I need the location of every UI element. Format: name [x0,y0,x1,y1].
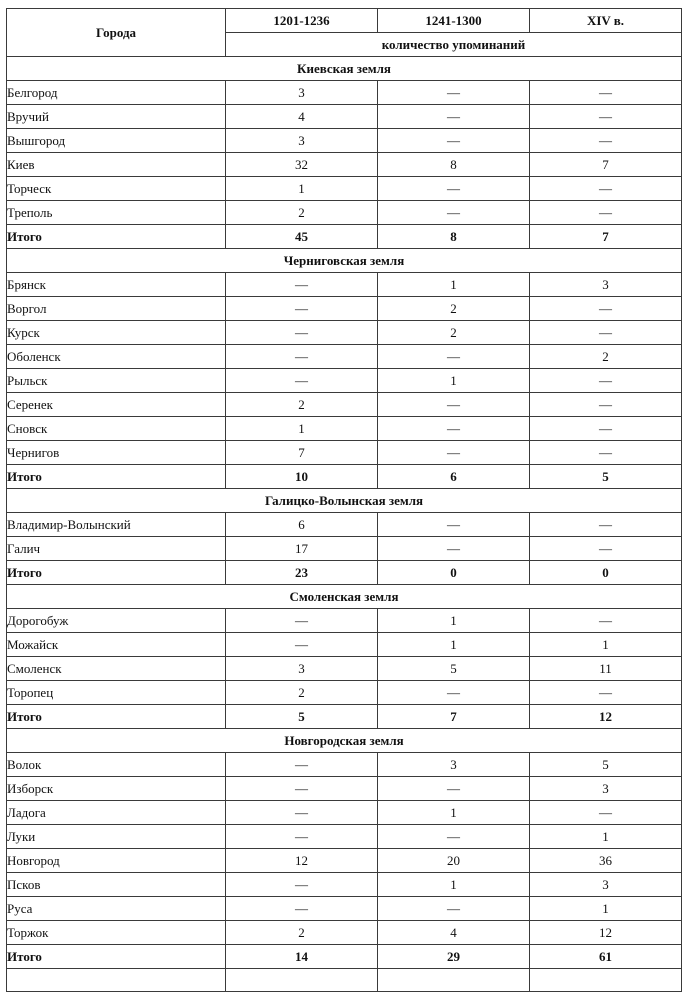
total-count: 14 [226,945,378,969]
mention-count: — [226,297,378,321]
city-name: Треполь [7,201,226,225]
mention-count: 17 [226,537,378,561]
city-name: Новгород [7,849,226,873]
mention-count: 1 [530,897,682,921]
mention-count: — [378,201,530,225]
mention-count: — [226,273,378,297]
mention-count: — [378,513,530,537]
header-period-2: 1241-1300 [378,9,530,33]
total-count: 10 [226,465,378,489]
total-count: 0 [530,561,682,585]
mention-count: — [226,345,378,369]
section-row [7,249,682,273]
table-row [7,633,682,657]
mention-count: 7 [226,441,378,465]
mention-count: 3 [226,81,378,105]
city-name: Торческ [7,177,226,201]
mention-count: 1 [226,417,378,441]
empty-cell [226,969,378,992]
mention-count: 4 [226,105,378,129]
mention-count: — [226,873,378,897]
total-row [7,225,682,249]
mention-count: 1 [378,873,530,897]
total-row [7,945,682,969]
mention-count: — [530,105,682,129]
table-body [7,57,682,992]
mention-count: — [378,105,530,129]
city-name: Изборск [7,777,226,801]
mention-count: — [530,417,682,441]
empty-cell [378,969,530,992]
header-row-periods [7,9,682,33]
mention-count: 3 [530,777,682,801]
table-header [7,9,682,57]
empty-cell [7,969,226,992]
mention-count: — [530,81,682,105]
section-row [7,57,682,81]
table-row [7,153,682,177]
city-name: Чернигов [7,441,226,465]
city-mentions-table [6,8,682,992]
section-row [7,489,682,513]
mention-count: — [226,825,378,849]
mention-count: 3 [226,129,378,153]
header-city-column: Города [7,9,226,57]
header-period-1: 1201-1236 [226,9,378,33]
mention-count: 3 [378,753,530,777]
total-count: 45 [226,225,378,249]
total-row [7,561,682,585]
table-row [7,657,682,681]
total-row [7,465,682,489]
mention-count: — [378,417,530,441]
mention-count: 1 [530,633,682,657]
mention-count: — [378,177,530,201]
mention-count: 2 [378,321,530,345]
city-name: Воргол [7,297,226,321]
city-name: Серенек [7,393,226,417]
mention-count: — [530,537,682,561]
mention-count: 4 [378,921,530,945]
mention-count: — [530,321,682,345]
mention-count: — [530,369,682,393]
mention-count: — [530,129,682,153]
mention-count: — [378,441,530,465]
header-period-3: XIV в. [530,9,682,33]
mention-count: — [226,801,378,825]
mention-count: 5 [378,657,530,681]
mention-count: 2 [226,681,378,705]
mention-count: 1 [378,369,530,393]
table-row [7,753,682,777]
total-count: 0 [378,561,530,585]
city-name: Курск [7,321,226,345]
total-count: 7 [378,705,530,729]
city-name: Сновск [7,417,226,441]
table-row [7,321,682,345]
city-name: Владимир-Волынский [7,513,226,537]
mention-count: — [378,537,530,561]
city-name: Руса [7,897,226,921]
mention-count: — [378,393,530,417]
total-count: 8 [378,225,530,249]
table-row [7,921,682,945]
section-title: Киевская земля [7,57,682,81]
table-row [7,417,682,441]
header-mentions-count: количество упоминаний [226,33,682,57]
mention-count: — [226,369,378,393]
mention-count: 1 [378,633,530,657]
mention-count: — [530,441,682,465]
total-label: Итого [7,561,226,585]
mention-count: 5 [530,753,682,777]
mention-count: — [530,681,682,705]
mention-count: — [530,393,682,417]
table-row [7,177,682,201]
table-row [7,897,682,921]
city-name: Ладога [7,801,226,825]
mention-count: 1 [378,273,530,297]
table-row [7,201,682,225]
city-name: Волок [7,753,226,777]
mention-count: 11 [530,657,682,681]
table-row [7,441,682,465]
city-name: Луки [7,825,226,849]
total-count: 6 [378,465,530,489]
city-name: Рыльск [7,369,226,393]
section-title: Смоленская земля [7,585,682,609]
table-row [7,513,682,537]
total-row [7,705,682,729]
table-row [7,825,682,849]
table-row [7,873,682,897]
mention-count: — [530,297,682,321]
mention-count: 7 [530,153,682,177]
city-name: Оболенск [7,345,226,369]
mention-count: — [226,897,378,921]
total-count: 7 [530,225,682,249]
mention-count: 8 [378,153,530,177]
table-row [7,129,682,153]
table-row [7,345,682,369]
mention-count: 2 [378,297,530,321]
total-label: Итого [7,705,226,729]
mention-count: 1 [226,177,378,201]
table-row [7,393,682,417]
empty-cell [530,969,682,992]
section-row [7,729,682,753]
table-row [7,537,682,561]
mention-count: — [226,609,378,633]
mention-count: — [530,177,682,201]
table-row [7,681,682,705]
section-row [7,585,682,609]
mention-count: — [378,777,530,801]
mention-count: — [226,321,378,345]
total-count: 5 [226,705,378,729]
table-row [7,801,682,825]
mention-count: 36 [530,849,682,873]
mention-count: 2 [226,393,378,417]
city-name: Брянск [7,273,226,297]
mention-count: 2 [226,201,378,225]
mention-count: 20 [378,849,530,873]
mention-count: — [378,897,530,921]
mention-count: — [226,633,378,657]
table-row [7,369,682,393]
mention-count: — [378,345,530,369]
city-name: Галич [7,537,226,561]
mention-count: — [378,81,530,105]
table-row [7,849,682,873]
mention-count: — [226,753,378,777]
city-name: Можайск [7,633,226,657]
city-name: Дорогобуж [7,609,226,633]
table-row [7,105,682,129]
city-name: Киев [7,153,226,177]
city-name: Торопец [7,681,226,705]
mention-count: — [530,801,682,825]
total-count: 23 [226,561,378,585]
total-count: 61 [530,945,682,969]
city-name: Смоленск [7,657,226,681]
mention-count: 3 [530,873,682,897]
total-count: 12 [530,705,682,729]
city-name: Вышгород [7,129,226,153]
total-label: Итого [7,465,226,489]
mention-count: — [530,513,682,537]
table-row [7,81,682,105]
city-name: Вручий [7,105,226,129]
section-title: Черниговская земля [7,249,682,273]
mention-count: — [530,609,682,633]
section-title: Новгородская земля [7,729,682,753]
total-count: 29 [378,945,530,969]
total-count: 5 [530,465,682,489]
section-title: Галицко-Волынская земля [7,489,682,513]
mention-count: 32 [226,153,378,177]
mention-count: 1 [378,609,530,633]
mention-count: 12 [226,849,378,873]
mention-count: — [378,825,530,849]
mention-count: 1 [530,825,682,849]
mention-count: — [530,201,682,225]
table-row [7,297,682,321]
empty-row [7,969,682,992]
mention-count: — [378,681,530,705]
mention-count: 2 [226,921,378,945]
table-row [7,777,682,801]
mention-count: — [378,129,530,153]
city-name: Белгород [7,81,226,105]
mention-count: 3 [530,273,682,297]
total-label: Итого [7,945,226,969]
total-label: Итого [7,225,226,249]
mention-count: 2 [530,345,682,369]
mention-count: 3 [226,657,378,681]
mention-count: 1 [378,801,530,825]
city-name: Псков [7,873,226,897]
mention-count: 12 [530,921,682,945]
table-row [7,273,682,297]
mention-count: 6 [226,513,378,537]
mention-count: — [226,777,378,801]
city-name: Торжок [7,921,226,945]
table-row [7,609,682,633]
